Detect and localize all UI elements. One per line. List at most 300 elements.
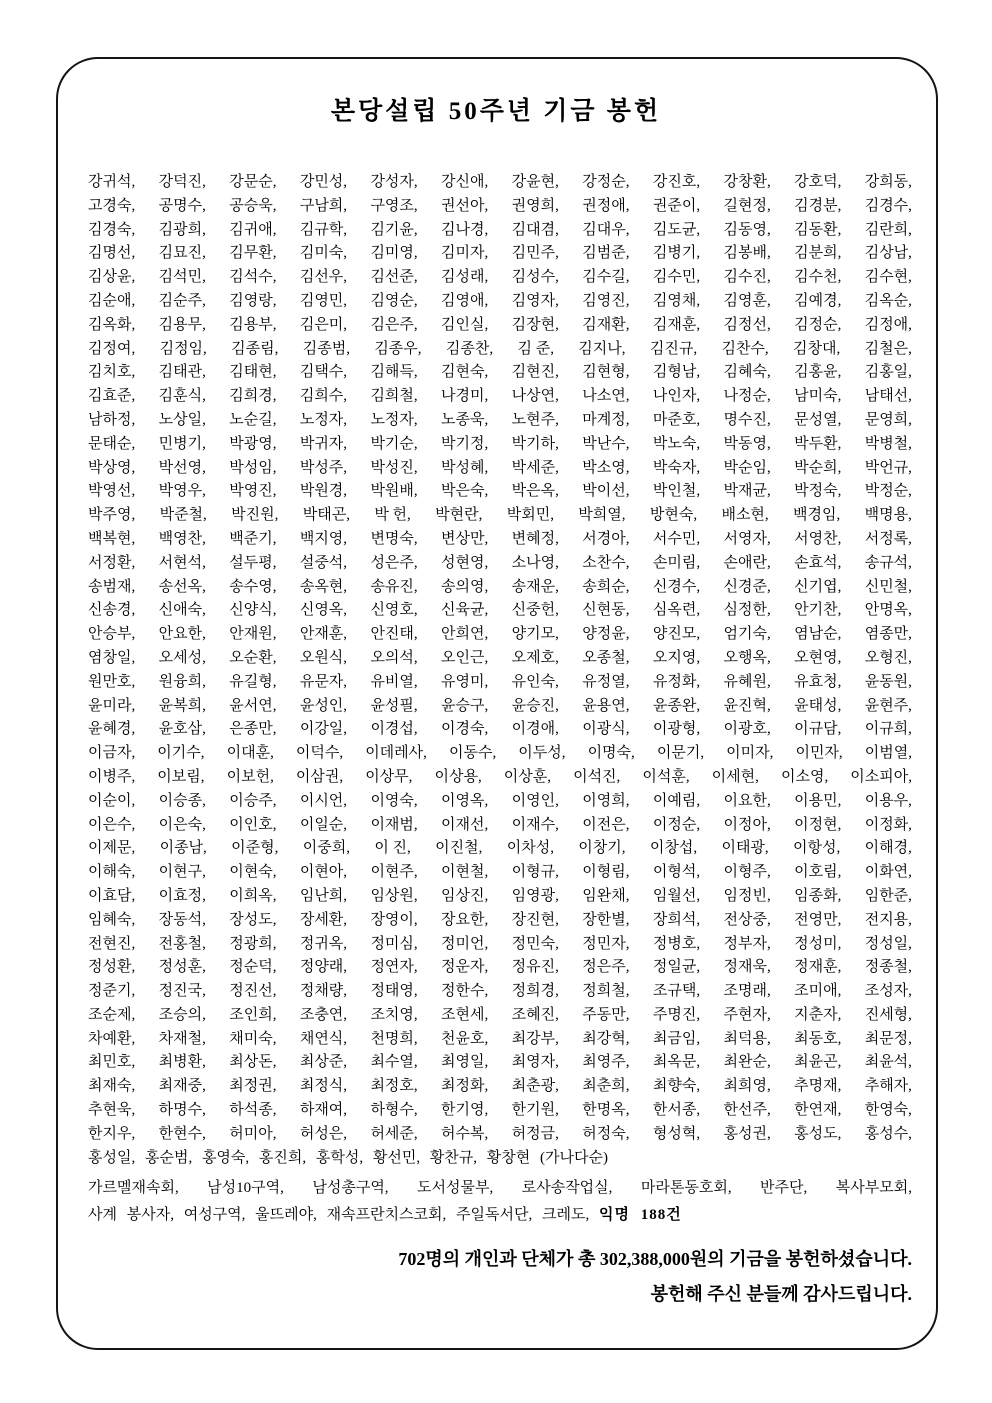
donor-name-row (88, 457, 912, 481)
donor-name: 윤진혁, (723, 697, 771, 714)
donor-name: 원만호, (88, 673, 136, 690)
donor-name: 이미자, (726, 745, 774, 762)
donor-name: 정한수, (441, 983, 489, 1000)
donor-name: 김종찬, (445, 340, 494, 357)
donor-name: 이상훈, (503, 768, 552, 785)
donor-name: 양정윤, (582, 626, 630, 643)
donor-name: 이강일, (299, 721, 348, 738)
donor-name: 은종만, (229, 721, 277, 738)
donor-name: 김정순, (794, 316, 842, 333)
donor-name: 이광호, (723, 721, 771, 738)
donor-name-row (88, 1075, 912, 1099)
donor-name: 안재원, (229, 626, 277, 643)
donor-name: 나인자, (652, 388, 701, 405)
donor-name: 유영미, (441, 673, 489, 690)
donor-name: 이정화, (864, 816, 912, 833)
donor-name: 양진모, (652, 626, 701, 643)
donor-name: 최정호, (370, 1078, 418, 1095)
donor-name: 윤승구, (441, 697, 489, 714)
donor-name: 서정록, (864, 530, 912, 547)
donor-name-row (88, 409, 912, 433)
donor-name: 임완채, (582, 887, 630, 904)
donor-name: 이경섭, (370, 721, 418, 738)
donor-name: 김경분, (794, 197, 842, 214)
donor-name: 김예경, (794, 292, 842, 309)
donor-name: 서영자, (723, 530, 771, 547)
donor-name: 김순애, (88, 292, 136, 309)
donor-name: 허정금, (511, 1125, 559, 1142)
donor-name: 장요한, (441, 911, 489, 928)
donor-name: 김성수, (511, 269, 559, 286)
donor-name: 김성래, (441, 269, 489, 286)
donor-name: 박영우, (158, 483, 206, 500)
donor-name: 이금자, (88, 745, 136, 762)
donor-name: 송규석, (864, 554, 912, 571)
donor-name: 최민호, (88, 1054, 136, 1071)
donor-name: 김석수, (229, 269, 277, 286)
donor-name: 이요한, (723, 792, 771, 809)
donor-name: 하명수, (158, 1102, 206, 1119)
donor-name: 오세성, (158, 649, 206, 666)
donor-name: 이창기, (578, 840, 626, 857)
donor-name: 이은수, (88, 816, 136, 833)
donor-name: 조미애, (794, 983, 842, 1000)
donor-name: 박선영, (158, 459, 206, 476)
donor-name: 이삼권, (295, 768, 344, 785)
donor-name: 박귀자, (299, 435, 348, 452)
donor-name: 정일균, (652, 959, 701, 976)
donor-name: 허미아, (229, 1125, 277, 1142)
donor-name: 정연자, (370, 959, 418, 976)
summary-line-thanks: 봉헌해 주신 분들께 감사드립니다. (650, 1284, 912, 1304)
donor-name: 김영민, (299, 292, 348, 309)
donor-name: 박성주, (299, 459, 348, 476)
donor-name: 김광희, (158, 221, 206, 238)
donor-name: 박노숙, (652, 435, 701, 452)
donor-name: 김종림, (231, 340, 279, 357)
donor-name: 김희경, (229, 388, 277, 405)
donor-name: 남하정, (88, 411, 136, 428)
donor-name: 김동영, (723, 221, 771, 238)
donor-name: 박숙자, (652, 459, 701, 476)
donor-name: 홍성수, (864, 1125, 912, 1142)
donation-summary (88, 1242, 912, 1312)
donor-name: 오인근, (441, 649, 489, 666)
donor-name: 문영희, (864, 411, 912, 428)
donor-name: 박준철, (159, 507, 207, 524)
donor-name: 이현구, (158, 864, 206, 881)
donor-name-row (88, 790, 912, 814)
donor-name: 신중헌, (511, 602, 559, 619)
donor-name: 최춘희, (582, 1078, 630, 1095)
donor-name: 김나경, (441, 221, 489, 238)
donor-name: 장동석, (158, 911, 206, 928)
donor-name: 오현영, (794, 649, 842, 666)
donor-name: 정귀옥, (299, 935, 348, 952)
donor-name: 김찬수, (721, 340, 769, 357)
donor-name: 유문자, (299, 673, 348, 690)
donor-name: 이규담, (794, 721, 842, 738)
donor-name: 나정순, (723, 388, 771, 405)
donor-name: 최완순, (723, 1054, 771, 1071)
donor-name: 채미숙, (229, 1030, 277, 1047)
donor-name: 이효담, (88, 887, 136, 904)
donor-name: 이데레사, (365, 745, 427, 762)
donor-name: 백지영, (299, 530, 348, 547)
donor-name: 김희수, (299, 388, 348, 405)
donor-name: 정병호, (652, 935, 701, 952)
donor-name: 오지영, (652, 649, 701, 666)
donor-name: 박성진, (370, 459, 418, 476)
donor-name: 정은주, (582, 959, 630, 976)
donor-name: 한현수, (158, 1125, 206, 1142)
donor-name-row (88, 814, 912, 838)
donor-name: 노상일, (158, 411, 206, 428)
donor-name-row (88, 647, 912, 671)
donor-name: 장진현, (511, 911, 559, 928)
donor-name: 강희동, (864, 174, 912, 190)
donor-name-row (88, 980, 912, 1004)
donor-name: 임영광, (511, 887, 559, 904)
donor-name: 이전은, (582, 816, 630, 833)
donor-name: 정재훈, (794, 959, 842, 976)
donor-name: 심옥련, (652, 602, 701, 619)
donor-name: 송희순, (582, 578, 630, 595)
donor-name: 이형규, (511, 864, 559, 881)
donor-name: 정민숙, (511, 935, 559, 952)
donor-name: 김무환, (229, 245, 277, 262)
donor-name: 이동수, (448, 745, 497, 762)
donor-name-row (88, 623, 912, 647)
donor-name: 임정빈, (723, 887, 771, 904)
donor-name: 박인철, (652, 483, 701, 500)
donor-name: 이인호, (229, 816, 277, 833)
donor-name: 조순제, (88, 1006, 136, 1023)
donor-name: 공승욱, (229, 197, 277, 214)
summary-line-total: 702명의 개인과 단체가 총 302,388,000원의 기금을 봉헌하셨습니다. (398, 1249, 912, 1269)
donor-name: 조혜진, (511, 1006, 559, 1023)
donor-name: 김태관, (158, 364, 206, 381)
donor-name: 서수민, (652, 530, 701, 547)
donor-name: 박 헌, (374, 507, 411, 524)
donor-name-row (88, 195, 912, 219)
donor-name: 송옥현, (299, 578, 348, 595)
donor-name: 김형남, (652, 364, 701, 381)
donor-name: 백복현, (88, 530, 136, 547)
donor-name: 백영찬, (158, 530, 206, 547)
donor-name: 김태현, (229, 364, 277, 381)
donor-name: 김미숙, (299, 245, 348, 262)
donor-name: 김선우, (299, 269, 348, 286)
group-row (88, 1175, 912, 1202)
donor-name-row (88, 861, 912, 885)
donor-name: 신애숙, (158, 602, 206, 619)
group-name: 도서성물부, (417, 1180, 494, 1196)
donor-name: 엄기숙, (723, 626, 771, 643)
donor-name: 이대훈, (226, 745, 274, 762)
donor-name-row (88, 671, 912, 695)
donor-name: 고경숙, (88, 197, 136, 214)
donor-name: 김기윤, (370, 221, 418, 238)
donor-name-row (88, 504, 912, 528)
donor-name: 서정환, (88, 554, 136, 571)
donor-name: 허세준, (370, 1125, 418, 1142)
donor-name: 김정선, (723, 316, 771, 333)
donor-name: 이태광, (721, 840, 769, 857)
donor-name: 정미심, (370, 935, 418, 952)
donor-name: 윤현주, (864, 697, 912, 714)
donor-name: 신경준, (723, 578, 771, 595)
donor-name: 김병기, (652, 245, 701, 262)
donor-name: 손효석, (794, 554, 842, 571)
donor-name: 서현석, (158, 554, 206, 571)
donor-name: 이해경, (864, 840, 912, 857)
donor-name: 강민성, (299, 174, 348, 190)
donor-name: 임상원, (370, 887, 418, 904)
donor-name: 안요한, (158, 626, 206, 643)
donor-name: 이영인, (511, 792, 559, 809)
donor-name: 이경숙, (441, 721, 489, 738)
donor-name: 오순환, (229, 649, 277, 666)
donor-name: 이덕수, (295, 745, 344, 762)
donor-name: 이효정, (158, 887, 206, 904)
donor-name: 이재범, (370, 816, 418, 833)
donor-name: 김옥순, (864, 292, 912, 309)
donor-name: 박언규, (864, 459, 912, 476)
donor-name: 이광형, (652, 721, 701, 738)
donor-name: 김분희, (794, 245, 842, 262)
donor-name: 강진호, (652, 174, 701, 190)
donor-name: 정진국, (158, 983, 206, 1000)
donor-name: 신경수, (652, 578, 701, 595)
donor-name: 안명옥, (864, 602, 912, 619)
group-row: 사계 봉사자, 여성구역, 울뜨레야, 재속프란치스코회, 주일독서단, 크레도, 익명 188건 (88, 1207, 682, 1223)
donor-name: 이차성, (506, 840, 554, 857)
donor-name-row (88, 314, 912, 338)
donor-name-row (88, 837, 912, 861)
donor-name: 이정현, (794, 816, 842, 833)
donor-name-row (88, 171, 912, 195)
donor-name: 신영옥, (299, 602, 348, 619)
donor-name: 김현숙, (441, 364, 489, 381)
donor-name: 윤용연, (582, 697, 630, 714)
donor-name: 이소피아, (850, 768, 912, 785)
donor-name: 박동영, (723, 435, 771, 452)
donor-name: 안기찬, (794, 602, 842, 619)
donor-name: 이일순, (299, 816, 348, 833)
donor-name-row (88, 242, 912, 266)
donor-name: 최금임, (652, 1030, 701, 1047)
donor-name: 정광희, (229, 935, 277, 952)
donor-name: 윤동원, (864, 673, 912, 690)
donor-name-row (88, 361, 912, 385)
donor-name: 김봉배, (723, 245, 771, 262)
donor-name: 허정숙, (582, 1125, 630, 1142)
donor-name: 김인실, (441, 316, 489, 333)
donor-name: 이예림, (652, 792, 701, 809)
donor-name: 김순주, (158, 292, 206, 309)
donor-name-row (88, 1099, 912, 1123)
donor-name: 이세현, (711, 768, 759, 785)
donor-name: 박은숙, (441, 483, 489, 500)
donor-name: 강창환, (723, 174, 771, 190)
donor-name: 김철은, (864, 340, 912, 357)
donor-name-row (88, 956, 912, 980)
donor-name: 최병환, (158, 1054, 206, 1071)
donor-name: 나소연, (582, 388, 630, 405)
donor-name: 이중희, (302, 840, 350, 857)
donor-name: 한연재, (794, 1102, 842, 1119)
donor-name: 임월선, (652, 887, 701, 904)
donor-name: 방현숙, (649, 507, 698, 524)
donor-name: 김정임, (159, 340, 207, 357)
donor-name: 최희영, (723, 1078, 771, 1095)
donor-name: 유정화, (652, 673, 701, 690)
donor-name: 윤성인, (299, 697, 348, 714)
donor-name: 정진선, (229, 983, 277, 1000)
donor-name: 하재여, (299, 1102, 348, 1119)
donor-name: 전현진, (88, 935, 136, 952)
donor-name: 한지우, (88, 1125, 136, 1142)
donor-name: 김영랑, (229, 292, 277, 309)
donor-name-list (88, 171, 912, 1170)
donor-name: 조승의, (158, 1006, 206, 1023)
donor-name: 한기원, (511, 1102, 559, 1119)
donor-name: 윤서연, (229, 697, 277, 714)
donor-name: 이기수, (157, 745, 205, 762)
donor-name: 김영채, (652, 292, 701, 309)
donor-name: 윤호삼, (158, 721, 206, 738)
donor-name: 박진원, (231, 507, 279, 524)
donor-name: 한서종, (652, 1102, 701, 1119)
donor-name: 문태순, (88, 435, 136, 452)
donor-name: 임난희, (299, 887, 348, 904)
donor-name: 이현숙, (229, 864, 277, 881)
donor-name: 김종우, (374, 340, 422, 357)
donor-name: 박성혜, (441, 459, 489, 476)
donor-name: 권정애, (582, 197, 630, 214)
donor-name: 박이선, (582, 483, 630, 500)
donor-name: 김동환, (794, 221, 842, 238)
donor-name-row (88, 933, 912, 957)
donor-name: 전영만, (794, 911, 842, 928)
donor-name: 설중석, (299, 554, 348, 571)
donor-name: 김란희, (864, 221, 912, 238)
group-name: 남성10구역, (207, 1180, 284, 1196)
donor-name: 신현동, (582, 602, 630, 619)
donor-name: 최문정, (864, 1030, 912, 1047)
donor-name: 이 진, (374, 840, 411, 857)
donor-name: 박희열, (578, 507, 626, 524)
donor-name: 설두평, (229, 554, 277, 571)
donor-name: 김규학, (299, 221, 348, 238)
donor-name: 이보림, (157, 768, 205, 785)
donor-name: 노종욱, (441, 411, 489, 428)
donor-name: 구남희, (299, 197, 348, 214)
donor-name: 박광영, (229, 435, 277, 452)
donor-name-row (88, 742, 912, 766)
donor-name: 김명선, (88, 245, 136, 262)
donor-name: 박회민, (506, 507, 554, 524)
donor-name: 정유진, (511, 959, 559, 976)
donor-name: 성은주, (370, 554, 418, 571)
donor-name: 노정자, (299, 411, 348, 428)
donor-name: 오제호, (511, 649, 559, 666)
donor-name: 김대겸, (511, 221, 559, 238)
donor-name: 김영자, (511, 292, 559, 309)
donor-name: 추해자, (864, 1078, 912, 1095)
donor-name: 이명숙, (587, 745, 635, 762)
donor-name: 강호덕, (794, 174, 842, 190)
donor-name: 윤미라, (88, 697, 136, 714)
donor-name: 정성일, (864, 935, 912, 952)
donor-name: 김훈식, (158, 388, 206, 405)
donor-name: 오형진, (864, 649, 912, 666)
donor-name: 김대우, (582, 221, 630, 238)
donor-name: 김범준, (582, 245, 630, 262)
donor-name: 김수길, (582, 269, 630, 286)
donor-name: 김현형, (582, 364, 630, 381)
donor-name: 김택수, (299, 364, 348, 381)
donor-name: 구영조, (370, 197, 418, 214)
donor-name-row (88, 1028, 912, 1052)
donor-name-row (88, 385, 912, 409)
donor-name: 장희석, (652, 911, 701, 928)
donor-name: 주명진, (652, 1006, 701, 1023)
donor-name: 안승부, (88, 626, 136, 643)
donor-name: 김상남, (864, 245, 912, 262)
donor-name: 이희옥, (229, 887, 277, 904)
donor-name: 김홍윤, (794, 364, 842, 381)
donor-name: 이형림, (582, 864, 630, 881)
donor-name: 이현철, (441, 864, 489, 881)
donor-name: 이준형, (231, 840, 279, 857)
donor-name: 이형석, (652, 864, 701, 881)
donor-name: 오종철, (582, 649, 630, 666)
donor-name: 이문기, (656, 745, 705, 762)
donor-name: 윤종완, (652, 697, 701, 714)
donor-name: 김 준, (517, 340, 554, 357)
donor-name: 신송경, (88, 602, 136, 619)
donor-name: 강신애, (441, 174, 489, 190)
donor-name: 박난수, (582, 435, 630, 452)
donor-name: 윤복희, (158, 697, 206, 714)
donor-name: 손애란, (723, 554, 771, 571)
donor-name: 홍성도, (794, 1125, 842, 1142)
donor-name: 송유진, (370, 578, 418, 595)
donor-name: 공명수, (158, 197, 206, 214)
donor-name: 이종남, (159, 840, 207, 857)
donor-name: 변명숙, (370, 530, 418, 547)
donor-name: 윤성필, (370, 697, 418, 714)
donor-name-row (88, 266, 912, 290)
donor-name: 정민자, (582, 935, 630, 952)
donor-name: 심정한, (723, 602, 771, 619)
donor-name: 김미자, (441, 245, 489, 262)
donor-name: 이광식, (582, 721, 630, 738)
donor-name: 염종만, (864, 626, 912, 643)
donor-name: 남태선, (864, 388, 912, 405)
donor-name: 박순임, (723, 459, 771, 476)
donor-name: 임종화, (794, 887, 842, 904)
donor-name: 유정열, (582, 673, 630, 690)
group-name: 복사부모회, (835, 1180, 912, 1196)
donor-name: 신육균, (441, 602, 489, 619)
donor-name: 정성훈, (158, 959, 206, 976)
donor-name: 변혜정, (511, 530, 559, 547)
donor-name: 최정화, (441, 1078, 489, 1095)
donor-name: 최향숙, (652, 1078, 701, 1095)
